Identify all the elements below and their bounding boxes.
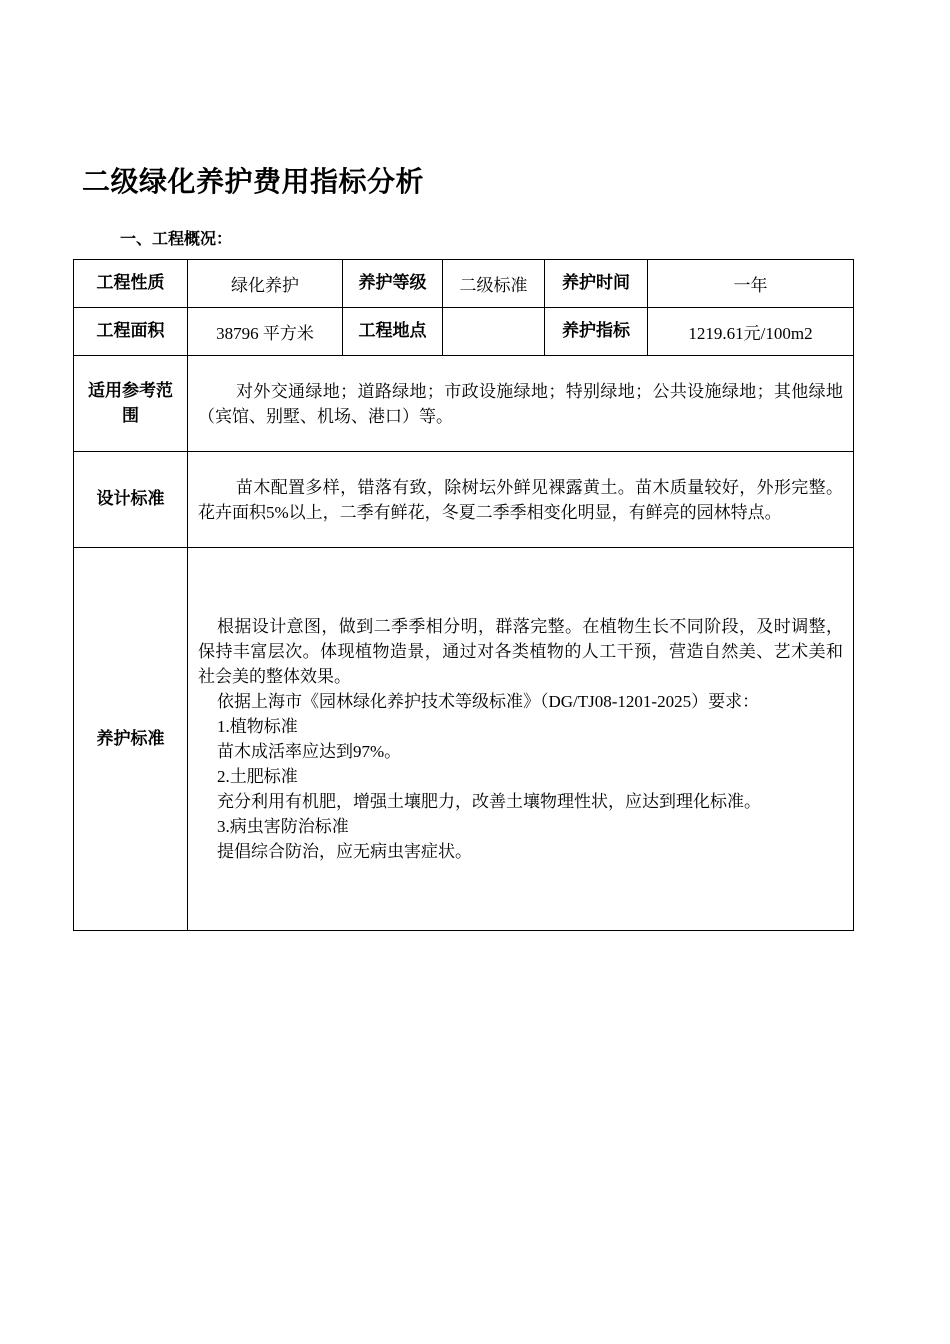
index-label: 养护指标 [545, 308, 648, 356]
grade-label: 养护等级 [343, 260, 443, 308]
maintenance-item: 苗木成活率应达到97%。 [217, 742, 402, 761]
design-text: 苗木配置多样，错落有致，除树坛外鲜见裸露黄土。苗木质量较好，外形完整。花卉面积5%以上，二季有鲜花，冬夏二季季相变化明显，有鲜亮的园林特点。 [198, 477, 843, 522]
maintenance-basis: 依据上海市《园林绿化养护技术等级标准》（DG/TJ08-1201-2025）要求： [217, 692, 760, 711]
location-value [443, 308, 545, 356]
maintenance-text-cell [188, 548, 854, 931]
design-text-cell [188, 452, 854, 548]
time-value: 一年 [648, 260, 854, 308]
table-row [74, 260, 854, 308]
maintenance-item: 提倡综合防治，应无病虫害症状。 [217, 842, 472, 861]
table-row [74, 548, 854, 931]
maintenance-item: 3.病虫害防治标准 [217, 817, 349, 836]
area-value: 38796 平方米 [188, 308, 343, 356]
nature-label: 工程性质 [74, 260, 188, 308]
maintenance-item: 2.土肥标准 [217, 767, 298, 786]
maintenance-intro: 根据设计意图，做到二季季相分明，群落完整。在植物生长不同阶段，及时调整，保持丰富层次。体现植物造景，通过对各类植物的人工干预，营造自然美、艺术美和社会美的整体效果。 [198, 617, 843, 686]
design-label: 设计标准 [74, 452, 188, 548]
maintenance-item: 充分利用有机肥，增强土壤肥力，改善土壤物理性状，应达到理化标准。 [217, 792, 761, 811]
project-overview-table [73, 259, 854, 931]
section-heading: 一、工程概况： [120, 229, 233, 248]
time-label: 养护时间 [545, 260, 648, 308]
index-value: 1219.61元/100m2 [648, 308, 854, 356]
grade-value: 二级标准 [443, 260, 545, 308]
page-title: 二级绿化养护费用指标分析 [82, 165, 425, 198]
maintenance-label: 养护标准 [74, 548, 188, 931]
table-row [74, 452, 854, 548]
scope-label: 适用参考范围 [74, 356, 188, 452]
area-label: 工程面积 [74, 308, 188, 356]
table-row [74, 308, 854, 356]
scope-text-cell [188, 356, 854, 452]
table-row [74, 356, 854, 452]
location-label: 工程地点 [343, 308, 443, 356]
nature-value: 绿化养护 [188, 260, 343, 308]
scope-text: 对外交通绿地；道路绿地；市政设施绿地；特别绿地；公共设施绿地；其他绿地（宾馆、别墅、机场、港口）等。 [198, 381, 843, 426]
maintenance-item: 1.植物标准 [217, 717, 298, 736]
